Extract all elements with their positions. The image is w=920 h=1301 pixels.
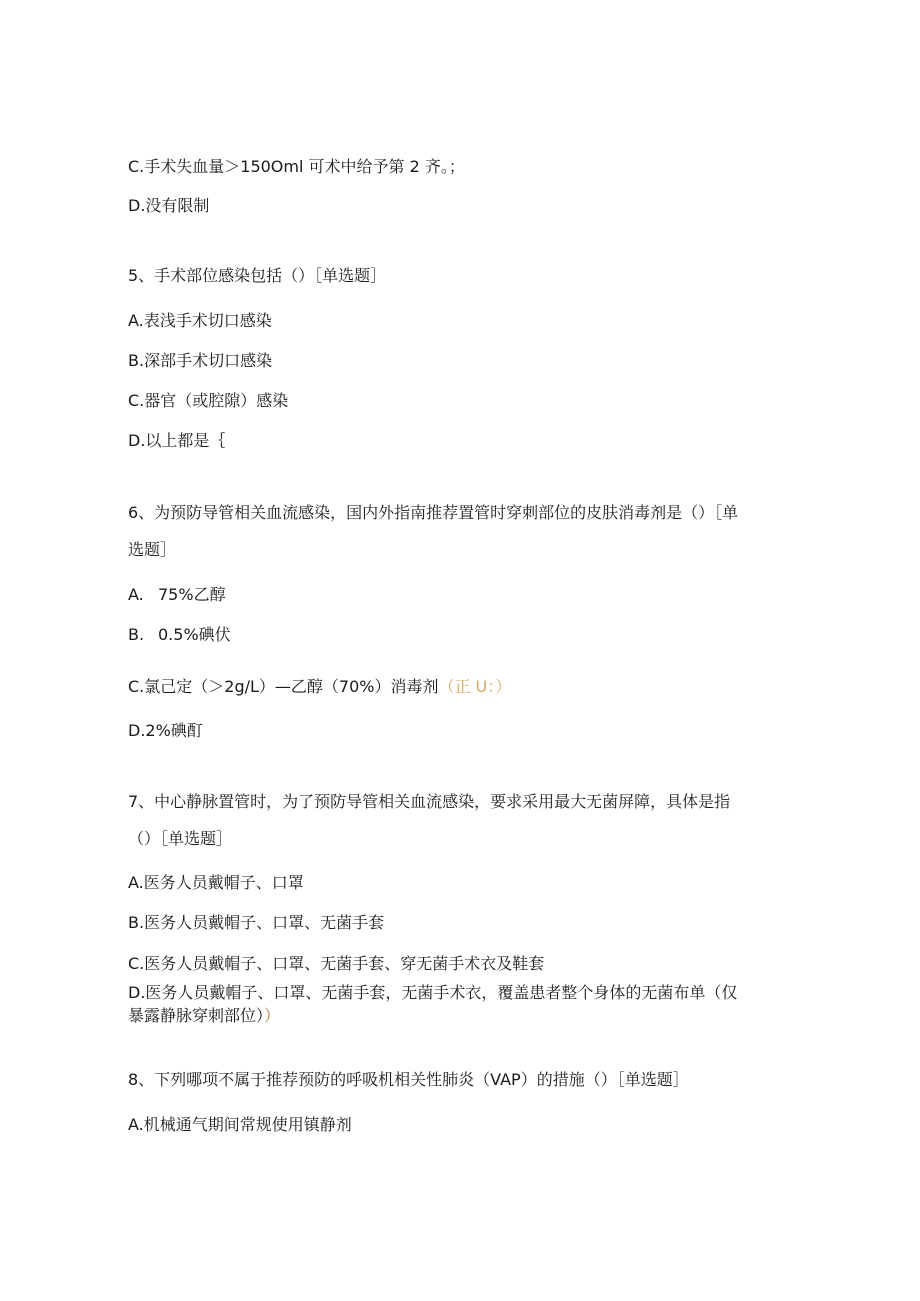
question-5-option-a: A.表浅手术切口感染 bbox=[128, 311, 272, 330]
question-7-line-2: （）［单选题］ bbox=[128, 829, 233, 848]
option-text: C.氯己定（＞2g/L）—乙醇（70%）消毒剂 bbox=[128, 677, 439, 696]
question-7-option-d-line-2 bbox=[128, 1006, 280, 1026]
option-text: 75%乙醇 bbox=[158, 585, 226, 604]
question-7-option-b: B.医务人员戴帽子、口罩、无菌手套 bbox=[128, 913, 385, 932]
question-6-line-2: 选题］ bbox=[128, 540, 177, 559]
question-8-option-a: A.机械通气期间常规使用镇静剂 bbox=[128, 1115, 352, 1134]
option-letter: A. bbox=[128, 585, 144, 604]
question-6-option-a bbox=[128, 585, 226, 605]
question-6-line-1: 6、为预防导管相关血流感染，国内外指南推荐置管时穿刺部位的皮肤消毒剂是（）［单 bbox=[128, 503, 739, 522]
question-6-option-c bbox=[128, 677, 511, 697]
question-7-option-c: C.医务人员戴帽子、口罩、无菌手套、穿无菌手术衣及鞋套 bbox=[128, 954, 545, 973]
question-6-option-d: D.2%碘酊 bbox=[128, 721, 203, 740]
option-text: 暴露静脉穿刺部位） bbox=[128, 1006, 265, 1025]
question-8: 8、下列哪项不属于推荐预防的呼吸机相关性肺炎（VAP）的措施（）［单选题］ bbox=[128, 1070, 689, 1089]
answer-mark: ） bbox=[264, 1006, 281, 1025]
option-letter: B. bbox=[128, 625, 145, 644]
option-d-no-limit: D.没有限制 bbox=[128, 196, 210, 215]
option-c-blood-loss: C.手术失血量＞150Oml 可术中给予第 2 齐。； bbox=[128, 157, 465, 176]
question-5-option-b: B.深部手术切口感染 bbox=[128, 351, 273, 370]
question-7-line-1: 7、中心静脉置管时，为了预防导管相关血流感染，要求采用最大无菌屏障，具体是指 bbox=[128, 792, 731, 811]
question-5-option-c: C.器官（或腔隙）感染 bbox=[128, 391, 289, 410]
question-6-option-b bbox=[128, 625, 231, 645]
question-7-option-d-line-1: D.医务人员戴帽子、口罩、无菌手套，无菌手术衣，覆盖患者整个身体的无菌布单（仅 bbox=[128, 983, 738, 1002]
question-7-option-a: A.医务人员戴帽子、口罩 bbox=[128, 873, 304, 892]
option-text: 0.5%碘伏 bbox=[158, 625, 231, 644]
question-5-option-d: D.以上都是｛ bbox=[128, 431, 226, 450]
answer-mark: （正 U：） bbox=[438, 677, 512, 696]
question-5: 5、手术部位感染包括（）［单选题］ bbox=[128, 266, 387, 285]
